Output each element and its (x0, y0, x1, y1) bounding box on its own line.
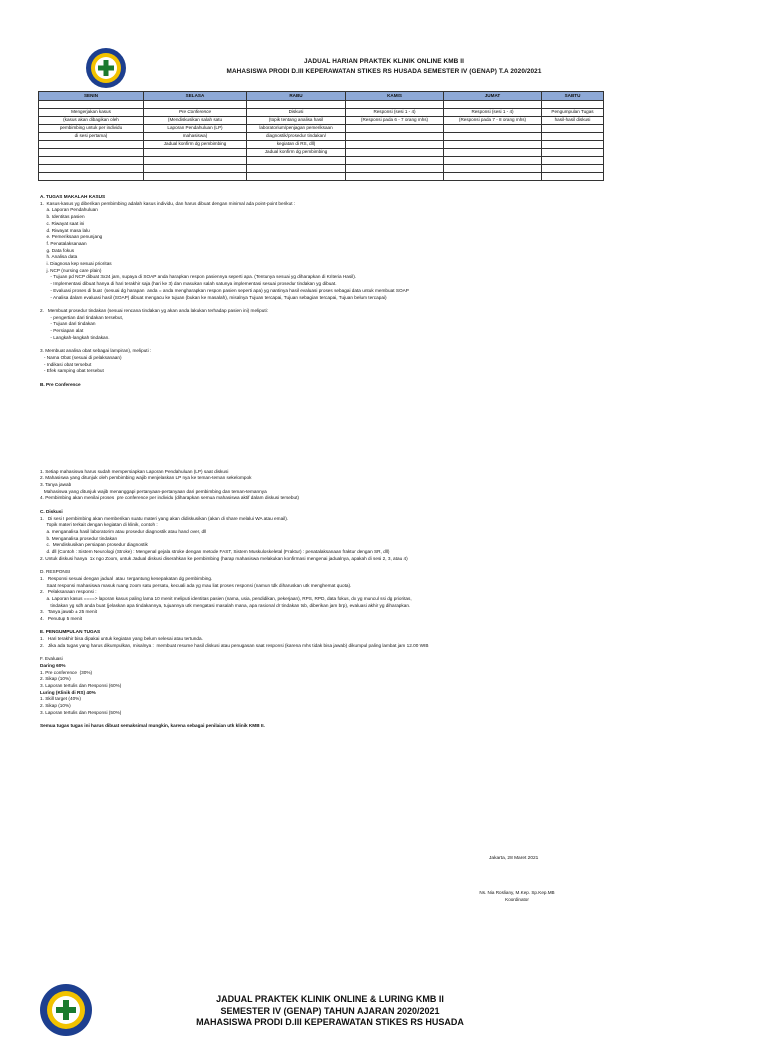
body-line: 3. Laporan tertulis dan Responsi (50%) (40, 709, 122, 715)
table-cell (39, 101, 144, 109)
table-row (39, 157, 604, 165)
section-heading: Daring 60% (40, 662, 66, 668)
body-line: c. Riwayat saat ini (40, 220, 85, 226)
table-row (39, 117, 604, 125)
table-cell: diagnostik/prosedur tindakan/ (247, 133, 346, 141)
body-line: - Implementasi dibuat hanya di hari terakhir saja (hari ke 3) dan masukan salah satunya implementasi sesuai prosedur tindakan yg dibuat. (40, 281, 337, 287)
table-cell (542, 173, 604, 181)
table-row (39, 173, 604, 181)
table-cell (144, 101, 247, 109)
table-row (39, 165, 604, 173)
table-cell (542, 157, 604, 165)
table-cell: (topik tentang analisa hasil (247, 117, 346, 125)
body-line: 3. Membuat analisa obat sebagai lampiran), meliputi : (40, 348, 152, 354)
body-line: 2. Untuk diskusi hanya 1x ngo Zoom, untuk Jadual diskusi diserahkan ke pembimbing (harap mahasiswa melakukan konfirmasi mengenai jadualnya, apakah di sesi 2, 3, atau 4) (40, 555, 408, 561)
table-cell: Mengerjakan kasus (39, 109, 144, 117)
schedule-title (0, 57, 768, 77)
table-cell (444, 141, 542, 149)
page2-title (0, 994, 660, 1029)
table-cell (346, 165, 444, 173)
table-cell: (Responsi pada 7 - 8 orang mhs) (444, 117, 542, 125)
table-row (39, 141, 604, 149)
section-heading: B. Pre Conference (40, 381, 81, 387)
table-cell: Pre Conference (144, 109, 247, 117)
body-line: 3. Tanya jawab ± 25 menit (40, 609, 97, 615)
table-row (39, 133, 604, 141)
table-cell: Responsi (sesi 1 - 4) (346, 109, 444, 117)
body-line: - pengertian dari tindakan tersebut, (40, 314, 124, 320)
body-line: 1. Responsi sesuai dengan jadual atau tergantung kesepakatan dg pembimbing. (40, 575, 213, 581)
body-line (40, 435, 580, 442)
document-date: Jakarta, 28 Maret 2021 (489, 856, 539, 861)
body-line: 1. Setiap mahasiswa harus sudah mempersiapkan Laporan Pendahuluan (LP) saat diskusi (40, 468, 229, 474)
table-cell: laboratorium/penjagan pemeriksaan (247, 125, 346, 133)
body-line: i. Diagnosa kep sesuai prioritas (40, 261, 112, 267)
section-heading: E. PENGUMPULAN TUGAS (40, 629, 101, 635)
table-cell (144, 149, 247, 157)
body-line: d. Riwayat masa lalu (40, 227, 90, 233)
page2-title-line-3: MAHASISWA PRODI D.III KEPERAWATAN STIKES RS HUSADA (196, 1017, 464, 1027)
body-line (40, 341, 580, 348)
table-row (39, 109, 604, 117)
table-cell (444, 149, 542, 157)
body-line: - Persiapan alat (40, 328, 84, 334)
table-cell (39, 149, 144, 157)
body-line (40, 650, 580, 657)
body-line (40, 388, 580, 395)
body-line: 1. Di sesi I pembimbing akan memberikan suatu materi yang akan didiskusikan (akan di share melalui WA atau email). (40, 515, 289, 521)
table-cell: (Responsi pada 6 - 7 orang mhs) (346, 117, 444, 125)
table-cell (346, 173, 444, 181)
body-line: - Nama Obat (sesuai di pelaksanaan) (40, 354, 122, 360)
body-line (40, 428, 580, 435)
body-line (40, 375, 580, 382)
body-line: 3. Laporan tertulis dan Responsi (60%) (40, 683, 122, 689)
table-cell (346, 149, 444, 157)
table-cell (144, 165, 247, 173)
table-cell (346, 125, 444, 133)
body-line: 1. Hari terakhir bisa dipakai untuk kegiatan yang belum selesai atau tertunda. (40, 636, 203, 642)
body-line: a. Laporan Pendahuluan (40, 207, 98, 213)
table-cell (247, 173, 346, 181)
body-line: g. Data fokus (40, 247, 75, 253)
body-line (40, 562, 580, 569)
body-line: 1. Kasus-kasus yg diberikan pembimbing adalah kasus individu, dan harus dibuat dengan minimal ada point-point berikut : (40, 200, 296, 206)
body-line: c. Mendiskusikan persiapan prosedur diagnostik (40, 542, 148, 548)
body-line: j. NCP (nursing care plain) (40, 267, 102, 273)
body-line: b. Menganalisa prosedur tindakan (40, 535, 118, 541)
title-line-2: MAHASISWA PRODI D.III KEPERAWATAN STIKES RS HUSADA SEMESTER IV (GENAP) T.A 2020/2021 (226, 68, 542, 75)
table-cell (346, 101, 444, 109)
day-header: SABTU (542, 92, 604, 101)
table-cell (444, 133, 542, 141)
body-line: 1. Skill target (40%) (40, 696, 81, 702)
table-row (39, 125, 604, 133)
body-line: 2. Sikap (10%) (40, 676, 71, 682)
body-line: e. Pemeriksaan penunjang (40, 234, 103, 240)
section-heading: Semua tugas tugas ini harus dibuat semaksimal mungkin, karena sebagai penilaian utk klinik KMB II. (40, 723, 265, 729)
body-line (40, 455, 580, 462)
body-line: Saat responsi mahasiswa masuk ruang zoom satu persatu, kecuali ada yg mau liat proses responsi (namun tdk diharuskan utk menghemat quota). (40, 582, 352, 588)
table-cell (346, 157, 444, 165)
body-line (40, 502, 580, 509)
section-heading: C. Diskusi (40, 508, 63, 514)
body-line: a. Laporan kasus ====> laporan kasus paling lama 10 menit meliputi identitas pasien (nama, usia, pendidikan, pekerjaan), RPS, RPD, data fokus, dx yg muncul ssi dg prioritas, (40, 595, 412, 601)
day-header: KAMIS (346, 92, 444, 101)
section-heading: Luring (Klinik di RS) 40% (40, 689, 96, 695)
body-line: Topik materi terkait dengan kegiatan di klinik, contoh : (40, 522, 158, 528)
signer-role: Koordinator (505, 897, 529, 902)
body-line: F. Evaluasi (40, 656, 63, 662)
body-line (40, 462, 580, 469)
body-line (40, 422, 580, 429)
body-line: - Langkah-langkah tindakan. (40, 334, 110, 340)
body-line: 4. Pembimbing akan menilai proses pre conference per individu (diharapkan semua mahasiswa aktif dalam diskusi tersebut) (40, 495, 299, 501)
table-cell (542, 125, 604, 133)
table-cell (144, 157, 247, 165)
body-line: b. Identitas pasien (40, 214, 85, 220)
table-cell (144, 173, 247, 181)
table-header-row (39, 92, 604, 101)
body-line (40, 442, 580, 449)
body-line (40, 415, 580, 422)
body-line (40, 408, 580, 415)
table-cell (346, 141, 444, 149)
table-cell: Diskusi (247, 109, 346, 117)
instructions-body (40, 194, 580, 730)
table-cell: (Mendiskusikan salah satu (144, 117, 247, 125)
table-cell (247, 101, 346, 109)
table-cell: hasil-hasil diskusi (542, 117, 604, 125)
table-cell (444, 101, 542, 109)
body-line (40, 402, 580, 409)
table-cell: Jadual konfirm dg pembimbing (247, 149, 346, 157)
body-line: d. dll (Contoh : Sistem Neurologi (Stroke) : Mengenal gejala stroke dengan metode FAST, Sistem Muskuloskeletal (Fraktur) : penatalaksanaan fraktur dengan SR, dll) (40, 549, 390, 555)
table-cell: kegiatan di RS, dll) (247, 141, 346, 149)
table-cell: pembimbing untuk per individu (39, 125, 144, 133)
body-line: 1. Pre conference (30%) (40, 669, 93, 675)
table-cell: di sesi pertama) (39, 133, 144, 141)
table-cell (39, 157, 144, 165)
body-line: a. menganalisa hasil laboratorim atau prosedur diagnostik atau hand over, dll (40, 528, 207, 534)
table-cell (542, 101, 604, 109)
signer-name: Ns. Nia Rosliany, M.Kep. Sp.Kep.MB (479, 890, 555, 895)
schedule-body (39, 101, 604, 181)
body-line: - Evaluasi proses di buat (sesuai dg harapan anda = anda mengharapkan respon pasien seperti apa) yg nantinya hasil evaluasi proses sebagai data untuk membuat SOAP (40, 287, 409, 293)
table-cell (444, 173, 542, 181)
day-header: SELASA (144, 92, 247, 101)
body-line: - Indikasi obat tersebut (40, 361, 92, 367)
table-cell (247, 165, 346, 173)
table-cell: Jadual konfirm dg pembimbing (144, 141, 247, 149)
body-line (40, 395, 580, 402)
table-cell (39, 165, 144, 173)
table-row (39, 149, 604, 157)
body-line (40, 449, 580, 456)
page2-title-line-1: JADUAL PRAKTEK KLINIK ONLINE & LURING KMB II (216, 994, 444, 1004)
body-line: D. RESPONSI (40, 569, 71, 575)
body-line: f. Penatalaksanaan (40, 240, 87, 246)
table-cell (444, 157, 542, 165)
day-header: SENIN (39, 92, 144, 101)
body-line: - Efek samping obat tersebut (40, 368, 104, 374)
body-line (40, 301, 580, 308)
table-cell (346, 133, 444, 141)
body-line: 2. Mahasiswa yang ditunjuk oleh pembimbing wajib menjelaskan LP nya ke teman-teman sekelompok (40, 475, 252, 481)
body-line: - Analisa dalam evaluasi hasil (SOAP) dibuat mengacu ke tujuan (bukan ke masalah), misalnya Tujuan tercapai, Tujuan sebagian tercapai, Tujuan belum tercapai) (40, 294, 387, 300)
table-cell (39, 173, 144, 181)
body-line (40, 717, 580, 724)
table-cell (444, 125, 542, 133)
signature-block (472, 889, 562, 903)
title-line-1: JADUAL HARIAN PRAKTEK KLINIK ONLINE KMB II (304, 58, 464, 65)
table-cell (39, 141, 144, 149)
table-cell (542, 133, 604, 141)
table-cell: (kasus akan dibagikan oleh (39, 117, 144, 125)
table-cell (247, 157, 346, 165)
body-line: - Tujuan pd NCP dibuat 3x24 jam, supaya di SOAP anda harapkan respon pasiennya seperti apa. (Tentunya sesuai yg diharapkan di Kriteria Hasil). (40, 274, 357, 280)
table-cell: Pengumpulan Tugas (542, 109, 604, 117)
body-line: 4. Penutup 5 menit (40, 616, 82, 622)
table-cell (542, 165, 604, 173)
table-cell: mahasiswa) (144, 133, 247, 141)
table-cell (542, 149, 604, 157)
body-line: 2. Membuat prosedur tindakan (sesuai rencana tindakan yg akan anda lakukan terhadap pasien ini) meliputi: (40, 307, 269, 313)
section-heading: A. TUGAS MAKALAH KASUS (40, 194, 106, 199)
page2-title-line-2: SEMESTER IV (GENAP) TAHUN AJARAN 2020/2021 (220, 1005, 440, 1016)
table-row (39, 101, 604, 109)
body-line: - Tujuan dari tindakan (40, 321, 96, 327)
body-line: Mahasiswa yang ditunjuk wajib menanggapi pertanyaan-pertanyaan dari pembimbing dan teman-temannya (40, 488, 267, 494)
body-line: 2. Jika ada tugas yang harus dikumpulkan, misalnya : membuat resume hasil diskusi atau penugasan saat responsi (karena mhs tidak bisa jawab) dikumpul paling lambat jam 12.00 WIB (40, 642, 429, 648)
body-line: 2. Sikap (10%) (40, 703, 71, 709)
body-line: 3. Tanya jawab (40, 482, 72, 487)
table-cell (542, 141, 604, 149)
table-cell: Laporan Pendahuluan (LP) (144, 125, 247, 133)
table-cell (444, 165, 542, 173)
body-line: tindakan yg sdh anda buat (jelaskan apa tindakannya, tujuannya utk mengatasi masalah mana, apa rasional dr tindakan tsb, diberikan jam brp), evaluasi akhir yg diharapkan. (40, 602, 411, 608)
body-line: h. Analisa data (40, 254, 78, 260)
body-line (40, 623, 580, 630)
day-header: JUMAT (444, 92, 542, 101)
schedule-table (38, 91, 604, 181)
table-cell: Responsi (sesi 1 - 4) (444, 109, 542, 117)
body-line: 2. Pelaksanaan responsi : (40, 589, 97, 595)
day-header: RABU (247, 92, 346, 101)
